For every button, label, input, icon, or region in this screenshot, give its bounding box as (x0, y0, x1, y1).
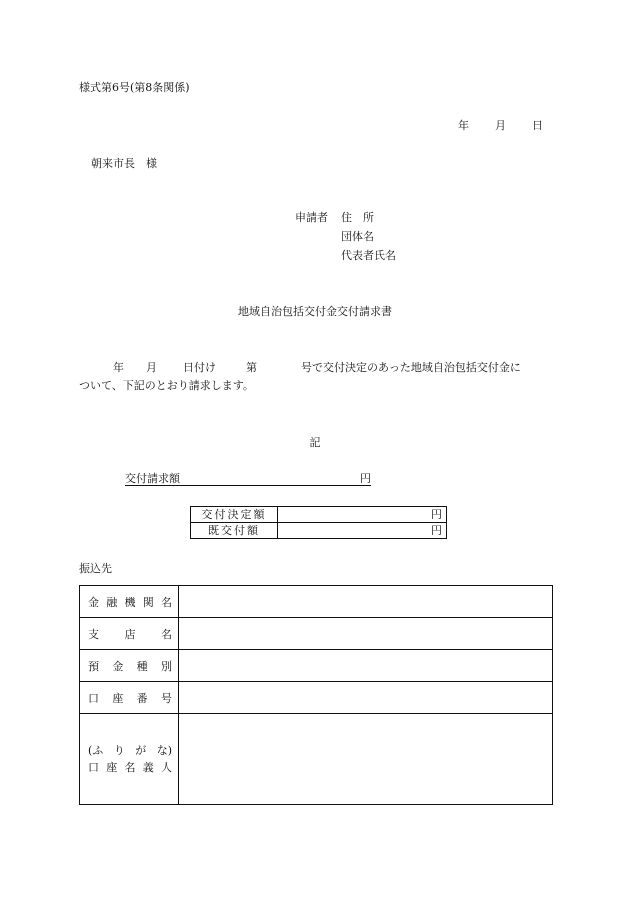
char: 金 (88, 595, 99, 609)
transfer-label: 振込先 (79, 562, 112, 575)
date-month: 月 (495, 119, 506, 132)
char: 機 (124, 595, 136, 609)
body-year: 年 (113, 361, 124, 374)
body-line-1 (113, 361, 521, 375)
applicant-label: 申請者 (295, 211, 328, 224)
request-amount-yen: 円 (360, 472, 371, 485)
amount-table (190, 506, 447, 539)
table-row (80, 586, 553, 618)
table-row (80, 682, 553, 714)
char: 名 (124, 761, 136, 774)
char: 口 (88, 761, 99, 774)
document-title: 地域自治包括交付金交付請求書 (238, 305, 392, 318)
bank-table (79, 585, 553, 805)
char: 融 (106, 595, 118, 609)
char: 支 (88, 627, 99, 641)
table-row (80, 714, 553, 805)
char: 人 (161, 761, 172, 774)
char: 金 (112, 659, 124, 673)
table-row (80, 618, 553, 650)
financial-institution-label (80, 586, 179, 618)
ki-heading: 記 (309, 436, 321, 449)
char: 番 (136, 691, 148, 705)
table-row (191, 523, 447, 539)
body-dated: 日付け (183, 361, 216, 374)
char: 号 (160, 691, 172, 705)
decided-amount-field[interactable] (278, 507, 447, 523)
char: 名 (161, 627, 172, 641)
char: が (135, 744, 147, 757)
furigana-label (80, 742, 178, 759)
account-number-field[interactable] (179, 682, 553, 714)
char: な) (156, 744, 172, 757)
char: 別 (160, 659, 172, 673)
applicant-address: 住 所 (341, 211, 374, 224)
decided-amount-label: 交付決定額 (191, 507, 278, 523)
char: 座 (112, 691, 124, 705)
branch-label (80, 618, 179, 650)
char: 座 (106, 761, 118, 774)
decided-amount-yen: 円 (431, 507, 442, 521)
body-month: 月 (146, 361, 157, 374)
paid-amount-yen: 円 (431, 523, 442, 537)
char: 種 (136, 659, 148, 673)
paid-amount-label: 既交付額 (191, 523, 278, 539)
account-holder-label (80, 714, 179, 805)
body-number-prefix: 第 (246, 361, 257, 374)
request-amount-underline (125, 485, 371, 486)
char: 名 (161, 595, 172, 609)
table-row (80, 650, 553, 682)
date-line (458, 119, 543, 133)
body-line-2: ついて、下記のとおり請求します。 (79, 379, 254, 392)
date-year: 年 (458, 119, 469, 132)
deposit-type-label (80, 650, 179, 682)
applicant-organization: 団体名 (341, 230, 374, 243)
char: (ふ (88, 744, 104, 757)
branch-field[interactable] (179, 618, 553, 650)
applicant-representative: 代表者氏名 (341, 249, 396, 262)
char: 預 (88, 659, 99, 673)
char: 関 (142, 595, 154, 609)
char: 口 (88, 691, 99, 705)
date-day: 日 (532, 119, 543, 132)
request-amount-label: 交付請求額 (125, 472, 180, 485)
char: り (113, 744, 125, 757)
account-holder-field[interactable] (179, 714, 553, 805)
account-holder-text (80, 759, 178, 776)
body-line1-rest: 号で交付決定のあった地域自治包括交付金に (301, 361, 521, 374)
char: 義 (142, 761, 154, 774)
table-row (191, 507, 447, 523)
financial-institution-field[interactable] (179, 586, 553, 618)
account-number-label (80, 682, 179, 714)
addressee: 朝来市長 様 (91, 157, 157, 170)
deposit-type-field[interactable] (179, 650, 553, 682)
paid-amount-field[interactable] (278, 523, 447, 539)
char: 店 (124, 627, 136, 641)
form-number: 様式第6号(第8条関係) (79, 81, 190, 94)
